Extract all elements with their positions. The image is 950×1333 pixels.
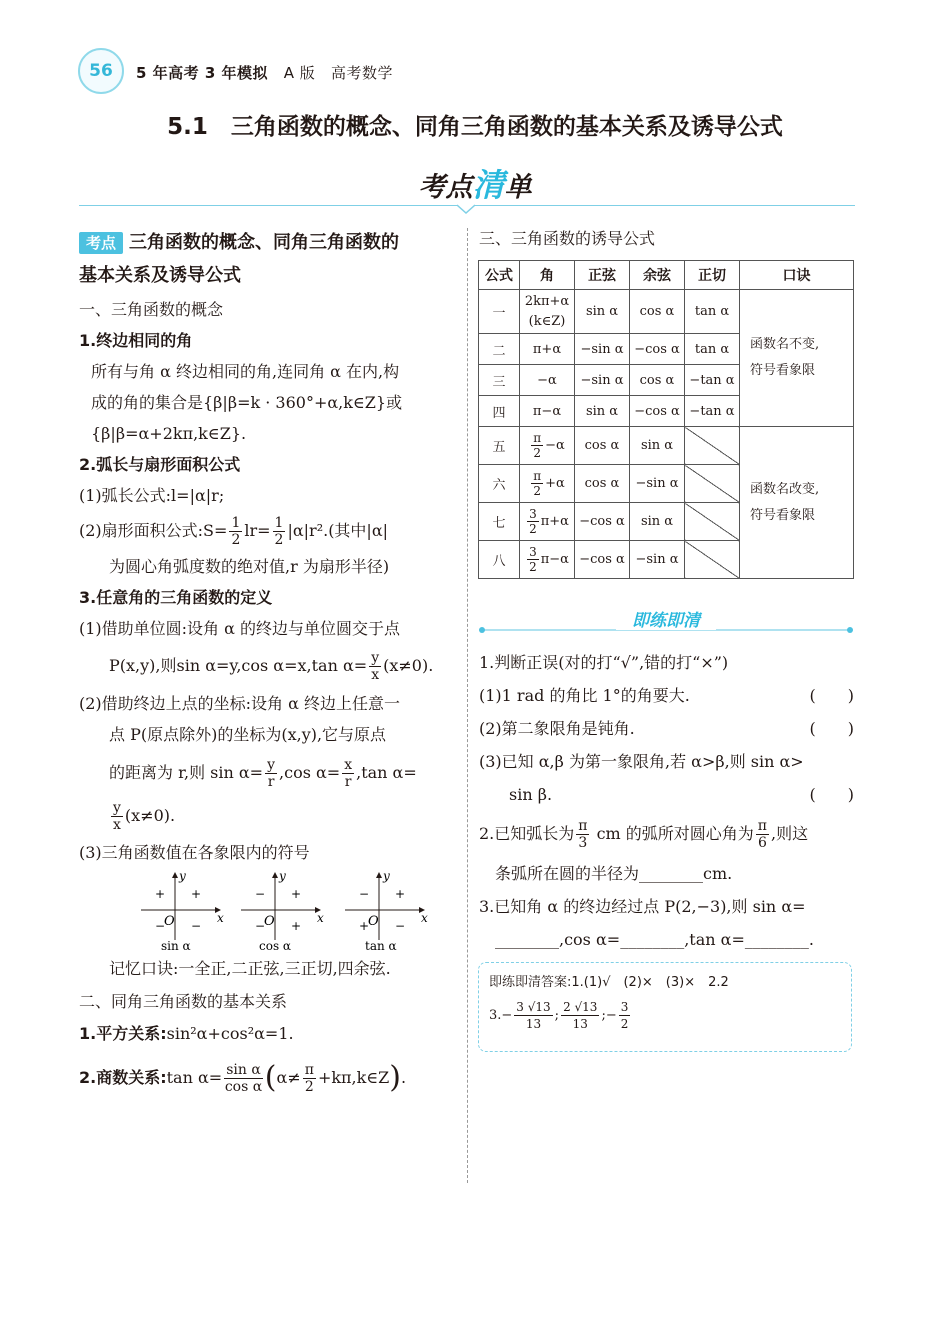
table-row: 七 $\frac{3}{2}$ π+α −cos α sin α <box>479 503 854 541</box>
divider-notch-icon <box>457 204 475 214</box>
running-header <box>136 62 403 83</box>
answer-box <box>478 962 852 1052</box>
s1-1-text3: {β|β=α+2kπ,k∈Z}. <box>91 424 247 443</box>
cos-q3: − <box>255 919 266 933</box>
column-separator <box>467 228 468 1183</box>
diag-cell <box>685 503 740 541</box>
sector-area-note: 为圆心角弧度数的绝对值,r 为扇形半径) <box>109 557 390 576</box>
table-row: 六 $\frac{\pi}{2}$ +α cos α −sin α <box>479 465 854 503</box>
sign-graphs <box>79 870 457 952</box>
q1-2: (2)第二象限角是钝角. ( ) <box>479 719 854 738</box>
sin-q3: − <box>155 919 166 933</box>
sin-o-label: O <box>164 914 175 929</box>
unit-circle-def-1: (1)借助单位圆:设角 α 的终边与单位圆交于点 <box>79 619 401 638</box>
cos-q4: + <box>291 919 302 933</box>
th-mnemonic: 口诀 <box>740 261 854 290</box>
quadrant-sign-graphs <box>79 870 457 952</box>
banner-part1: 考点 <box>418 172 473 203</box>
square-relation: 1.平方关系:sin²α+cos²α=1. <box>79 1024 294 1043</box>
cos-label: cos α <box>259 939 292 952</box>
th-sin: 正弦 <box>575 261 630 290</box>
topic-heading-line1: 三角函数的概念、同角三角函数的 <box>129 232 400 253</box>
section-3-heading: 三、三角函数的诱导公式 <box>479 229 656 248</box>
tan-y-label: y <box>383 870 390 883</box>
frac-half-2: $\frac{1}{2}$ <box>274 515 284 548</box>
table-row: 八 $\frac{3}{2}$ π−α −cos α −sin α <box>479 541 854 579</box>
frac-half-1: $\frac{1}{2}$ <box>231 515 241 548</box>
subject: 高考数学 <box>331 64 394 82</box>
q1-1: (1)1 rad 的角比 1°的角要大. ( ) <box>479 686 854 705</box>
q2-cont: 条弧所在圆的半径为________cm. <box>495 864 733 883</box>
cos-x-label: x <box>317 911 324 925</box>
cos-o-label: O <box>264 914 275 929</box>
tan-graph <box>345 870 428 952</box>
cos-q2: − <box>255 887 266 901</box>
sector-area-formula <box>79 511 457 551</box>
s1-1-text1: 所有与角 α 终边相同的角,连同角 α 在内,构 <box>91 362 400 381</box>
q1-3b: sin β. ( ) <box>509 785 854 804</box>
tan-o-label: O <box>368 914 379 929</box>
topic-tag: 考点 <box>79 232 123 254</box>
tan-x-label: x <box>421 911 428 925</box>
diag-cell <box>685 427 740 465</box>
induction-formula-table <box>478 260 854 579</box>
point-def-1: (2)借助终边上点的坐标:设角 α 终边上任意一 <box>79 694 401 713</box>
point-def-4: $\frac{y}{x}$ (x≠0). <box>113 800 176 833</box>
mnemonic-unchanged: 函数名不变, 符号看象限 <box>740 290 854 427</box>
page-number: 56 <box>78 48 124 94</box>
series-name: 5 年高考 3 年模拟 <box>136 64 269 82</box>
q1-3a: (3)已知 α,β 为第一象限角,若 α>β,则 sin α> <box>479 752 804 771</box>
table-header-row <box>479 261 854 290</box>
s1-1-text2: 成的角的集合是{β|β=k · 360°+α,k∈Z}或 <box>91 393 403 412</box>
sin-q1: + <box>191 887 202 901</box>
table-row: 五 $\frac{\pi}{2}$ −α cos α sin α 函数名改变, 符号看象限 <box>479 427 854 465</box>
section-1-heading: 一、三角函数的概念 <box>79 300 224 319</box>
tan-q1: + <box>395 887 406 901</box>
q1: 1.判断正误(对的打“√”,错的打“×”) <box>479 653 729 672</box>
q3-cont: ________,cos α=________,tan α=________. <box>495 930 814 949</box>
banner <box>0 160 950 206</box>
table-row: 三 −α −sin α cos α −tan α <box>479 365 854 396</box>
q2: 2.已知弧长为 $\frac{\pi}{3}$ cm 的弧所对圆心角为 $\frac{\pi}{6}$ ,则这 <box>479 818 809 851</box>
diag-cell <box>685 541 740 579</box>
s1-1-heading: 1.终边相同的角 <box>79 331 193 350</box>
edition: A 版 <box>283 64 316 82</box>
th-tan: 正切 <box>685 261 740 290</box>
answer-line1: 即练即清答案:1.(1)√ (2)× (3)× 2.2 <box>489 975 729 990</box>
point-def-2: 点 P(原点除外)的坐标为(x,y),它与原点 <box>109 725 387 744</box>
sin-label: sin α <box>161 939 191 952</box>
sign-mnemonic: 记忆口诀:一全正,二正弦,三正切,四余弦. <box>109 959 391 978</box>
left-column <box>79 228 457 1105</box>
s1-2-heading: 2.弧长与扇形面积公式 <box>79 455 241 474</box>
section-title: 5.1 三角函数的概念、同角三角函数的基本关系及诱导公式 <box>167 114 783 140</box>
q3: 3.已知角 α 的终边经过点 P(2,−3),则 sin α= <box>479 897 806 916</box>
topic-heading <box>79 228 457 258</box>
banner-part3: 单 <box>504 172 532 203</box>
sin-y-label: y <box>179 870 186 883</box>
tan-q4: − <box>395 919 406 933</box>
table-row: 四 π−α sin α −cos α −tan α <box>479 396 854 427</box>
topic-heading-line2: 基本关系及诱导公式 <box>79 265 241 286</box>
sin-q2: + <box>155 887 166 901</box>
diag-cell <box>685 465 740 503</box>
practice-questions <box>479 646 854 956</box>
section-2-heading: 二、同角三角函数的基本关系 <box>79 992 288 1011</box>
s1-3-heading: 3.任意角的三角函数的定义 <box>79 588 273 607</box>
th-cos: 余弦 <box>630 261 685 290</box>
th-angle: 角 <box>520 261 575 290</box>
tan-label: tan α <box>365 939 397 952</box>
tan-q3: + <box>359 919 370 933</box>
unit-circle-def-2: P(x,y),则sin α=y,cos α=x,tan α= $\frac{y}{x}$ (x≠0). <box>109 650 434 683</box>
sin-q4: − <box>191 919 202 933</box>
sin-x-label: x <box>217 911 224 925</box>
answer-line2: 3.− $\frac{3 √13}{13}$ ; $\frac{2 √13}{13}$ ;− $\frac{3}{2}$ <box>489 1000 629 1031</box>
cos-q1: + <box>291 887 302 901</box>
cos-y-label: y <box>279 870 286 883</box>
quotient-relation: 2.商数关系: tan α= $\frac{\text{sin α}}{\text{cos α}}$ ( α≠ $\frac{\pi}{2}$ +kπ,k∈Z ) . <box>79 1060 407 1095</box>
sign-heading: (3)三角函数值在各象限内的符号 <box>79 843 310 862</box>
sector-area-mid: lr= <box>244 521 271 540</box>
th-formula: 公式 <box>479 261 520 290</box>
cos-graph <box>241 870 324 952</box>
sector-area-pre: (2)扇形面积公式:S= <box>79 521 228 540</box>
table-row: 二 π+α −sin α −cos α tan α <box>479 334 854 365</box>
table-row: 一 2kπ+α (k∈Z) sin α cos α tan α 函数名不变, 符号看象限 <box>479 290 854 334</box>
practice-title: 即练即清 <box>632 611 700 631</box>
sin-graph <box>141 870 224 952</box>
banner-part2: 清 <box>472 166 505 204</box>
mnemonic-changed: 函数名改变, 符号看象限 <box>740 427 854 579</box>
sector-area-post: |α|r².(其中|α| <box>287 521 389 540</box>
tan-q2: − <box>359 887 370 901</box>
arc-length-formula: (1)弧长公式:l=|α|r; <box>79 486 225 505</box>
point-def-3: 的距离为 r,则 sin α= $\frac{y}{r}$ ,cos α= $\frac{x}{r}$ ,tan α= <box>109 757 417 790</box>
